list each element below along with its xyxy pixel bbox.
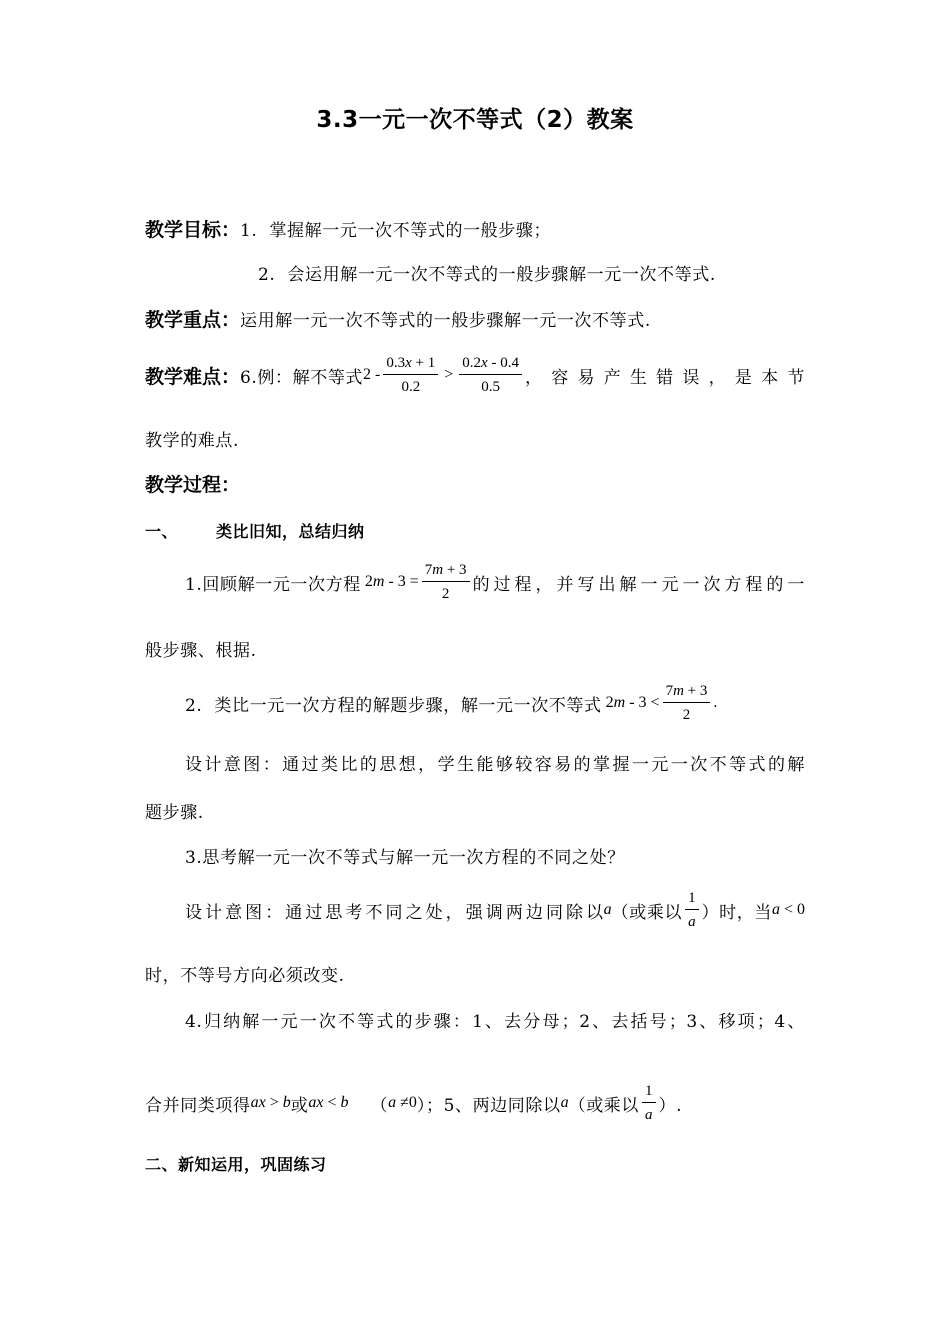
difficulty-prefix: 6.例：解不等式 [240,367,364,388]
equation-num-coef: 7 [424,562,433,578]
item-4-mid: （或乘以 [568,1095,640,1116]
inequality-operator: > [444,366,454,383]
fraction-2-denominator: 0.5 [481,379,500,395]
item-4-cond-open: （ [370,1095,389,1116]
design-intent-1-continuation: 题步骤. [145,802,204,823]
fraction-2-rest: - 0.4 [487,355,519,371]
design-intent-1-text: 设计意图：通过类比的思想，学生能够较容易的掌握一元一次不等式的解 [185,754,805,775]
item-4-reciprocal-fraction [642,1082,656,1124]
fraction-2-var: x [481,355,488,371]
section-2-title: 二、新知运用，巩固练习 [145,1154,327,1174]
item-4-cond-rest: ≠0 [396,1094,417,1111]
item-2-fraction-numerator [663,682,711,703]
difficulty-continuation-line [145,416,239,460]
item-1-equation [365,561,473,603]
design-intent-1-continuation-line [145,788,204,832]
item-4-reciprocal-denominator: a [645,1107,653,1123]
key-point-label: 教学重点： [145,308,241,331]
fraction-1-denominator: 0.2 [401,379,421,395]
section-2-heading [145,1141,327,1185]
equation-num-rest: + 3 [443,562,467,578]
form-2-b: b [340,1094,349,1111]
condition-var: a [771,901,780,918]
fraction-2-coef: 0.2 [462,355,482,371]
design-intent-2-prefix: 设计意图：通过思考不同之处，强调两边同除以 [185,902,604,923]
item-2-num-rest: + 3 [683,683,708,699]
fraction-2-numerator [459,354,522,375]
item-2-num-var: m [673,683,684,699]
inequality-fraction-2 [459,354,522,396]
difficulty-label: 教学难点： [145,365,241,388]
item-2-text: 2. 类比一元一次方程的解题步骤，解一元一次不等式 [185,695,602,716]
item-2-inequality [606,682,718,724]
item-3-text: 3.思考解一元一次不等式与解一元一次方程的不同之处？ [185,847,625,868]
objectives-line-2 [258,250,716,294]
item-4-end: ）. [658,1095,683,1116]
item-1-prefix: 1.回顾解一元一次方程 [185,574,361,595]
design-intent-2-line [185,888,805,932]
item-2-fraction-denominator: 2 [682,707,691,723]
equation-num-var: m [432,562,444,578]
equation-lhs-var: m [372,573,385,590]
reciprocal-numerator: 1 [685,889,699,910]
item-4-var-a: a [560,1094,569,1111]
item-2-line [185,681,717,725]
condition-rest: < 0 [779,901,805,918]
inequality-fraction-1 [383,354,438,396]
inequality-lead-term: 2 - [363,366,381,383]
reciprocal-fraction [685,889,699,931]
design-intent-2-mid2: ）时，当 [701,902,772,923]
item-2-end: . [713,694,718,711]
process-line [145,461,240,505]
item-1-continuation: 般步骤、根据. [145,640,257,661]
item-1-suffix: 的过程，并写出解一元一次方程的一 [472,574,805,595]
key-point-line [145,296,651,340]
section-1-title: 类比旧知，总结归纳 [216,521,365,541]
equation-lhs-rest: - 3 = [384,573,419,590]
form-1-rest: > [265,1094,283,1111]
design-intent-2-condition [772,901,805,919]
design-intent-2-var-a: a [603,901,612,918]
design-intent-2-reciprocal [682,889,702,931]
difficulty-line [145,353,805,397]
item-3-line [185,833,625,877]
form-2-rest: < [323,1094,341,1111]
item-4-reciprocal [639,1082,659,1124]
document-title: 3.3一元一次不等式（2）教案 [316,107,634,133]
item-4-reciprocal-numerator: 1 [642,1082,656,1103]
item-2-lhs-coef: 2 [605,694,614,711]
item-4-form-2 [308,1094,348,1112]
item-2-lhs-var: m [613,694,626,711]
item-1-continuation-line [145,626,257,670]
section-1-number: 一、 [145,521,179,541]
item-4-cond-var: a [388,1094,397,1111]
item-1-line [185,560,805,604]
item-2-lhs-rest: - 3 < [625,694,660,711]
item-4-cont-prefix: 合并同类项得 [145,1095,251,1116]
equation-fraction-numerator [422,561,470,582]
design-intent-2-continuation-line [145,951,345,995]
process-label: 教学过程： [145,473,241,496]
design-intent-1-line [185,740,805,784]
equation-lhs-coef: 2 [364,573,373,590]
fraction-1-numerator [383,354,438,375]
item-4-continuation-line [145,1081,682,1125]
design-intent-2-mid: （或乘以 [611,902,683,923]
item-4-or: 或 [290,1095,309,1116]
objectives-line [145,206,551,250]
section-1-heading [145,508,365,552]
key-point-text: 运用解一元一次不等式的一般步骤解一元一次不等式. [240,310,651,331]
item-4-cond-close: ）；5、两边同除以 [416,1095,561,1116]
item-2-num-coef: 7 [665,683,674,699]
item-4-line [185,997,805,1041]
difficulty-continuation: 教学的难点. [145,430,240,451]
fraction-1-coef: 0.3 [386,355,406,371]
item-4-form-1 [251,1094,291,1112]
design-intent-2-continuation: 时，不等号方向必须改变. [145,965,345,986]
fraction-1-rest: + 1 [411,355,436,371]
item-2-fraction [663,682,711,724]
objectives-label: 教学目标： [145,218,241,241]
difficulty-inequality [363,354,525,396]
form-2-var: ax [308,1094,324,1111]
form-1-b: b [282,1094,291,1111]
reciprocal-denominator: a [688,914,696,930]
fraction-1-var: x [405,355,412,371]
objective-item-2: 2. 会运用解一元一次不等式的一般步骤解一元一次不等式. [258,264,716,285]
objective-item-1: 1. 掌握解一元一次不等式的一般步骤； [240,220,552,241]
equation-fraction [422,561,470,603]
equation-fraction-denominator: 2 [441,586,450,602]
item-4-condition [388,1094,417,1112]
difficulty-suffix: ，容易产生错误，是本节 [524,367,805,388]
form-1-var: ax [250,1094,266,1111]
item-4-text: 4.归纳解一元一次不等式的步骤：1、去分母；2、去括号；3、移项；4、 [185,1011,805,1032]
